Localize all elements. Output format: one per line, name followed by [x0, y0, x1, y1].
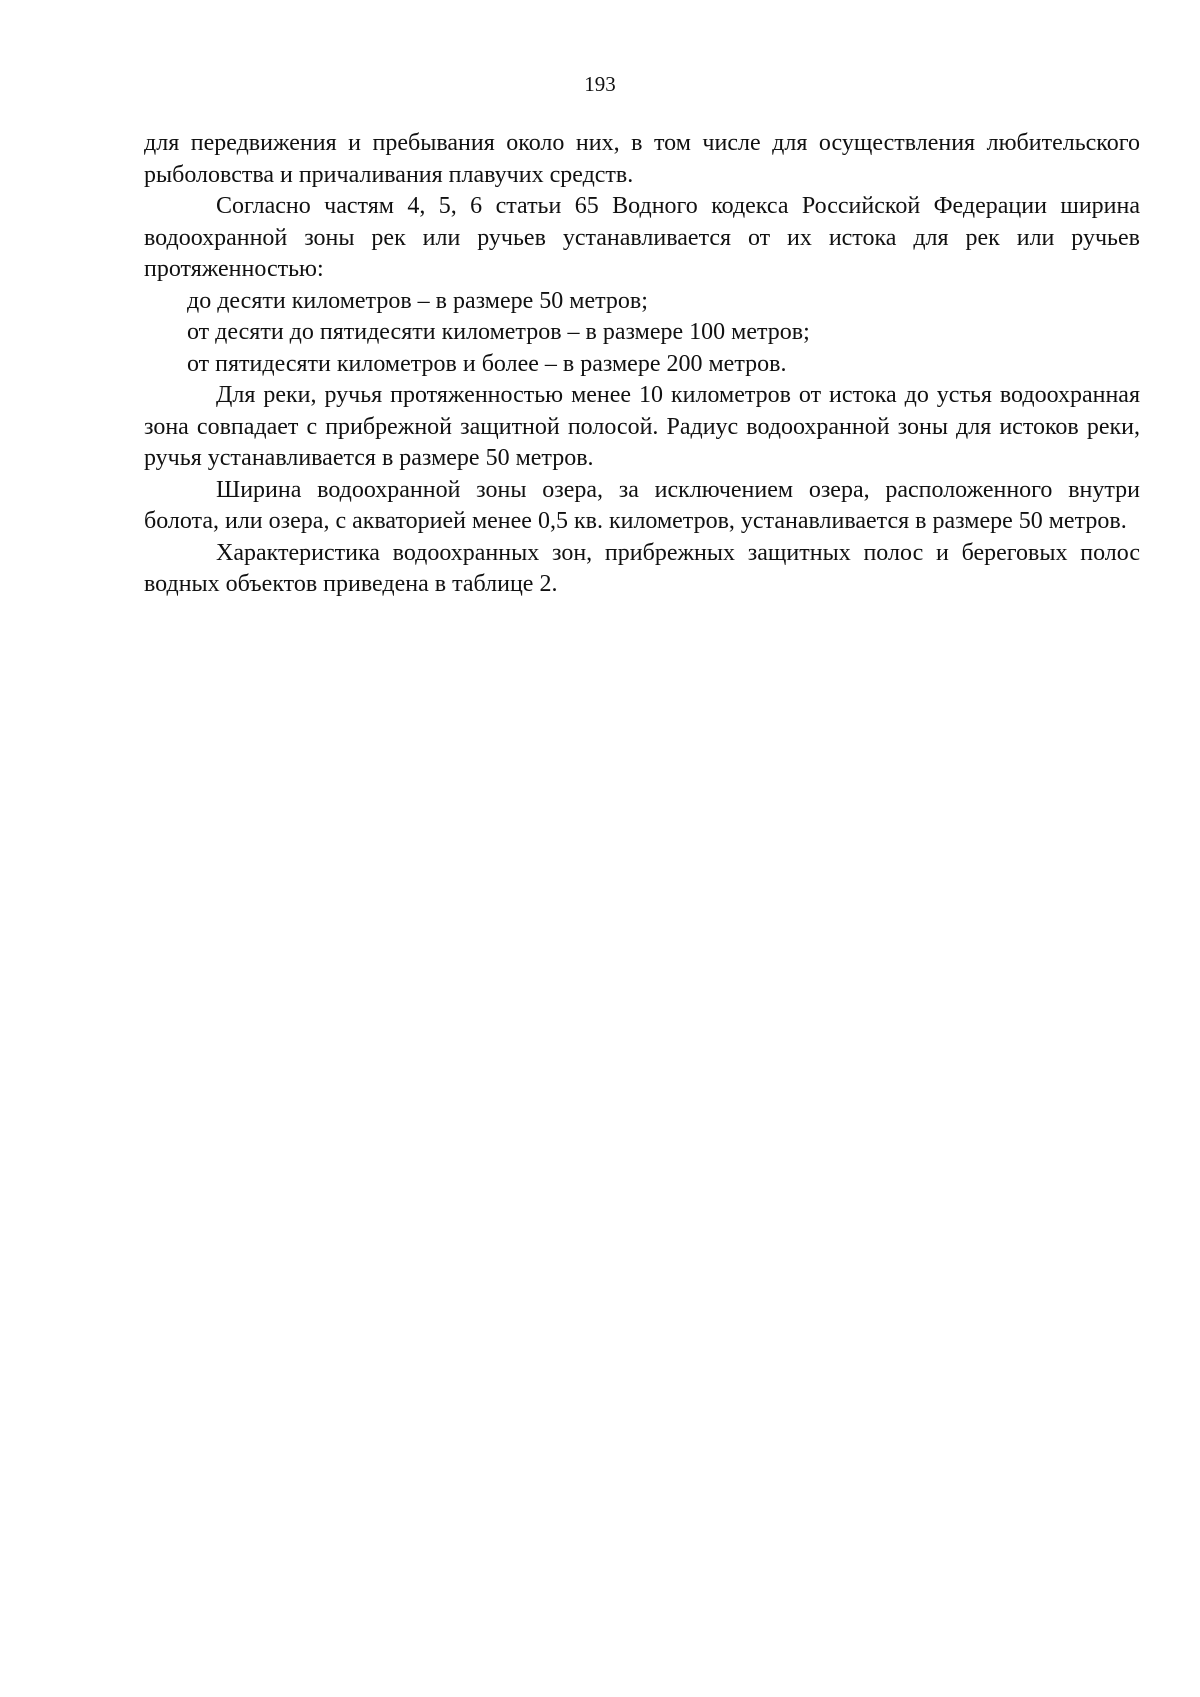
list-item-up-to-ten-km: до десяти километров – в размере 50 метров; — [187, 287, 648, 314]
paragraph-continuation: для передвижения и пребывания около них, в том числе для осуществления любительского рыболовства и причаливания плавучих средств. — [144, 130, 1140, 188]
list-item-fifty-km-and-more: от пятидесяти километров и более – в размере 200 метров. — [187, 350, 787, 377]
paragraph-lake-zone: Ширина водоохранной зоны озера, за исключением озера, расположенного внутри болота, или озера, с акваторией менее 0,5 кв. километров, устанавливается в размере 50 метров. — [144, 476, 1140, 534]
paragraph-water-code-articles: Согласно частям 4, 5, 6 статьи 65 Водного кодекса Российской Федерации ширина водоохранной зоны рек или ручьев устанавливается от их истока для рек или ручьев протяженностью: — [144, 193, 1140, 282]
paragraph-table-reference: Характеристика водоохранных зон, прибрежных защитных полос и береговых полос водных объектов приведена в таблице 2. — [144, 539, 1140, 597]
list-item-ten-to-fifty-km: от десяти до пятидесяти километров – в размере 100 метров; — [187, 319, 810, 345]
paragraph-short-rivers: Для реки, ручья протяженностью менее 10 километров от истока до устья водоохранная зона совпадает с прибрежной защитной полосой. Радиус водоохранной зоны для истоков реки, ручья устанавливается в размере 50 метров. — [144, 382, 1140, 471]
document-body — [144, 128, 1140, 601]
page-number: 193 — [584, 72, 616, 96]
